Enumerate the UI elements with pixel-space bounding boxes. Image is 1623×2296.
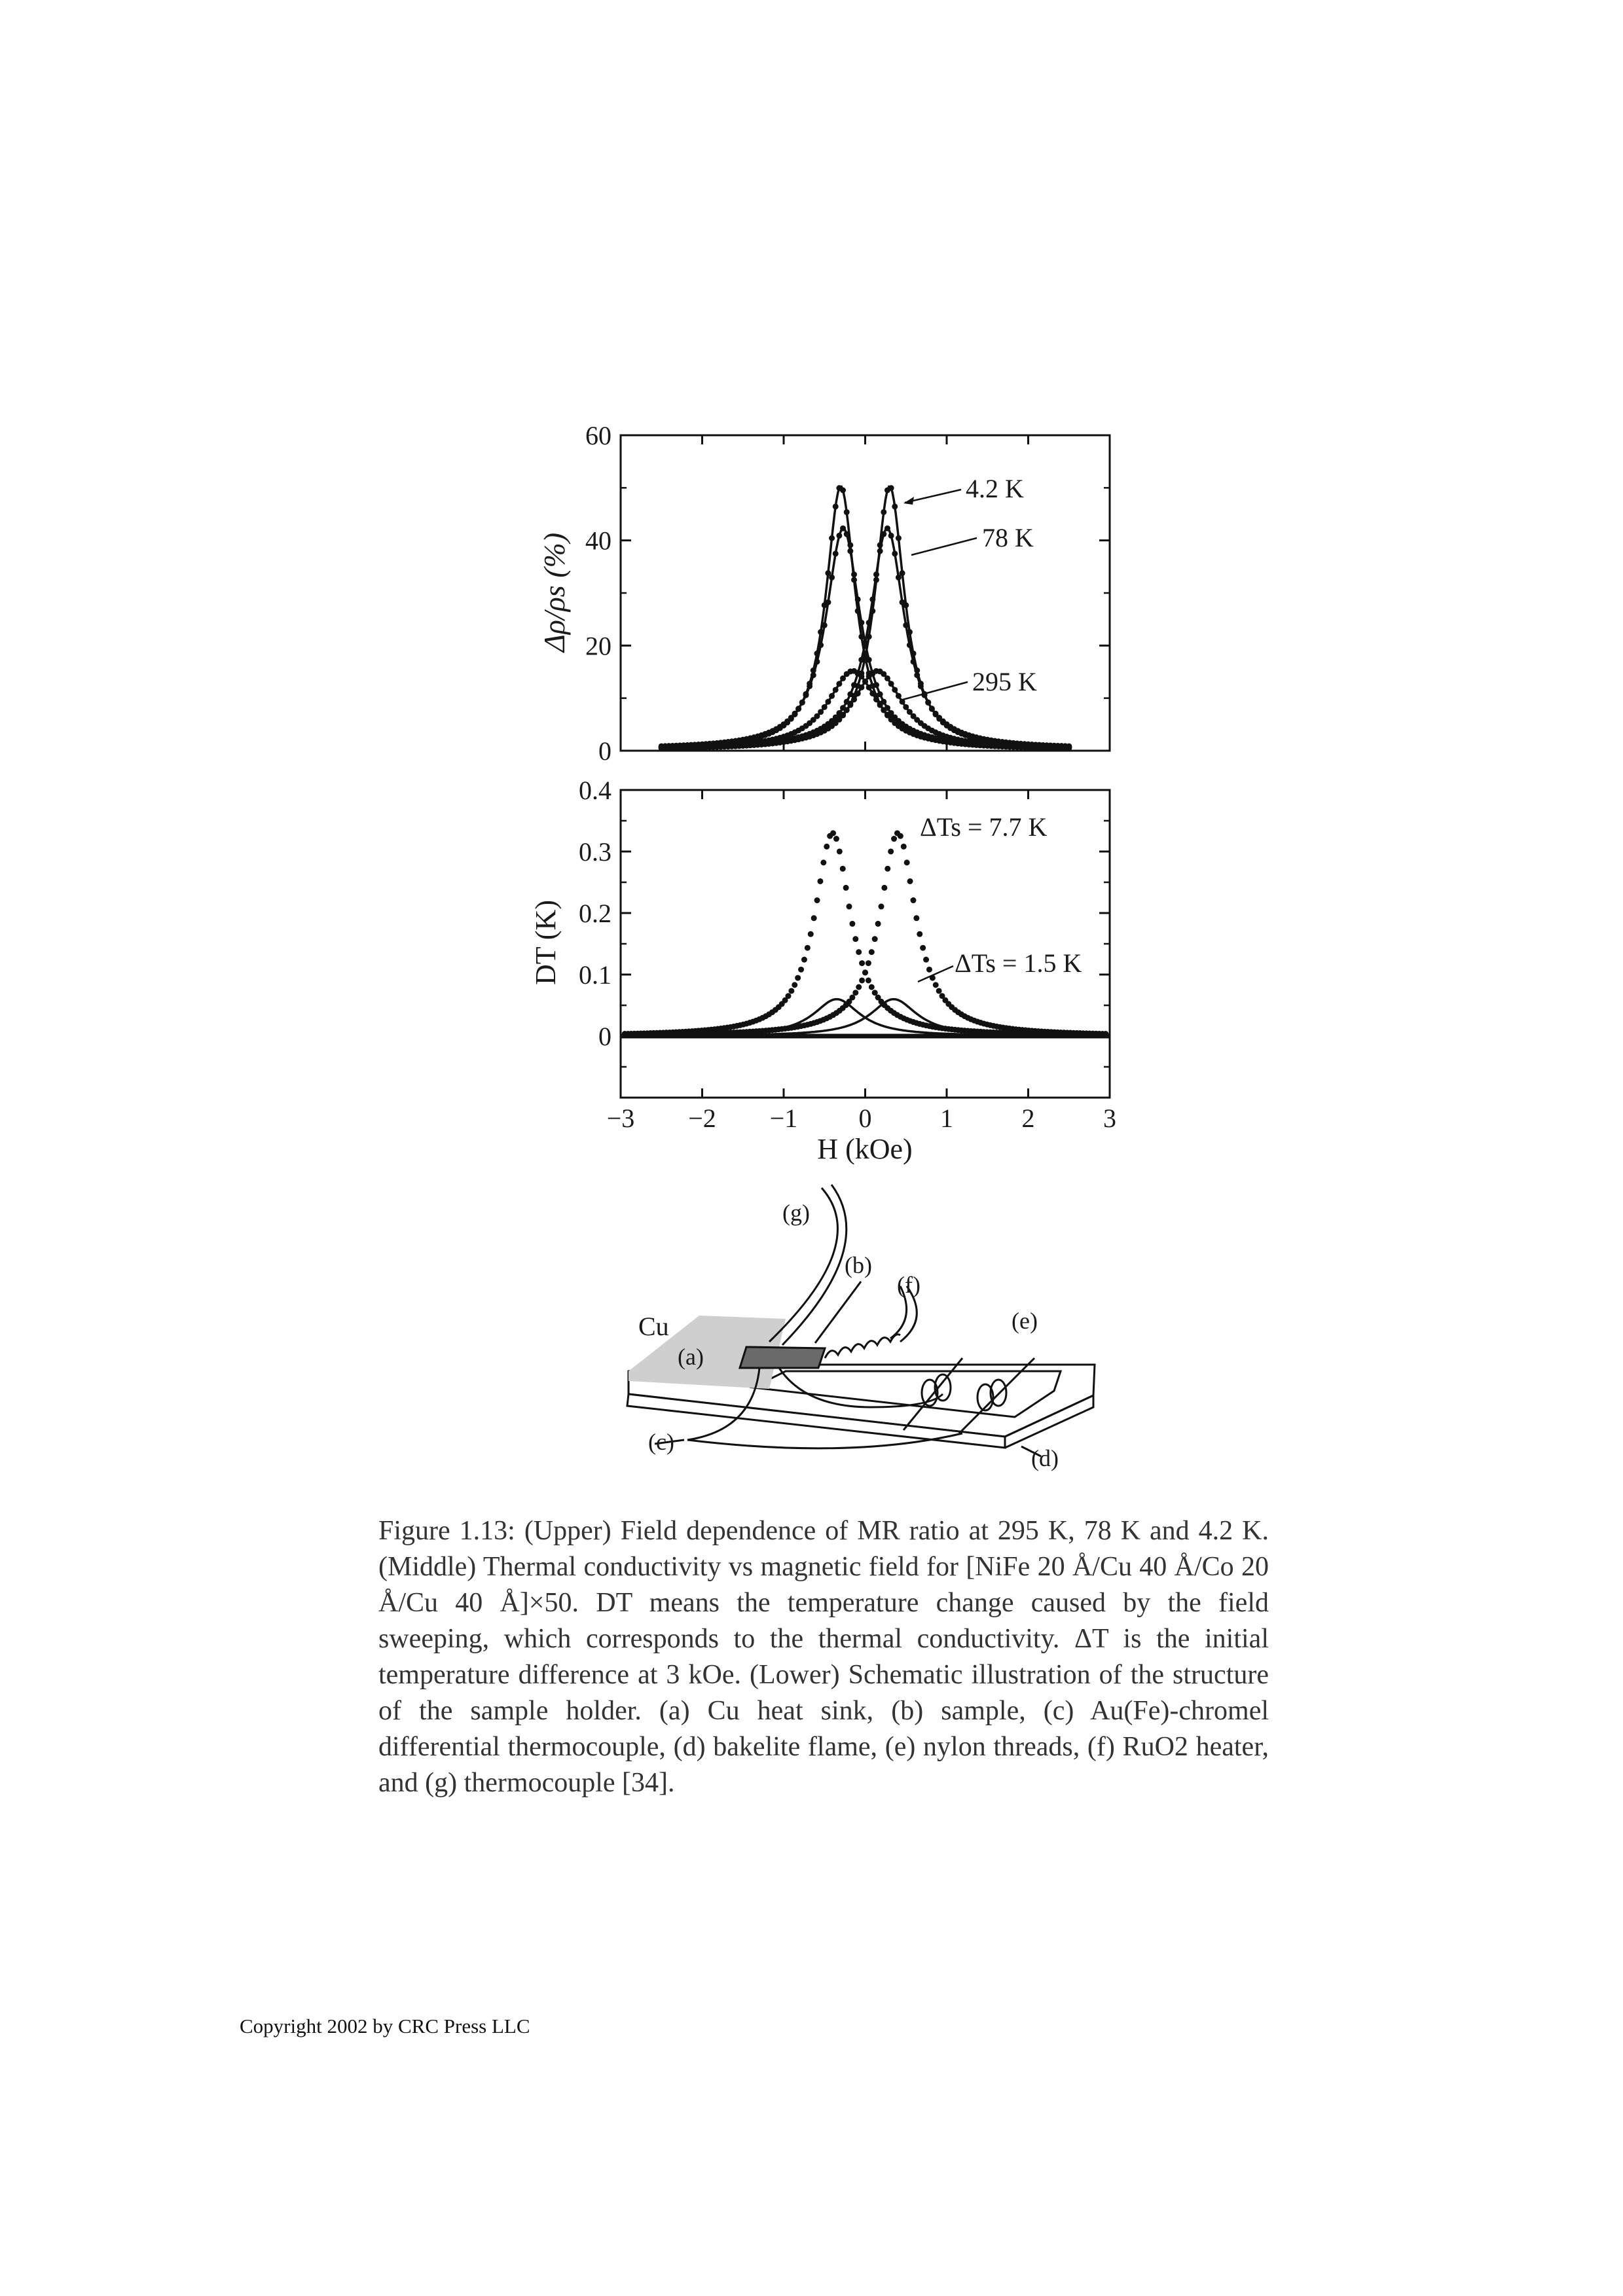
data-point bbox=[847, 904, 852, 910]
data-point bbox=[840, 488, 846, 493]
data-point bbox=[844, 509, 850, 515]
data-point bbox=[888, 533, 894, 539]
annotation-295k-leader bbox=[900, 682, 968, 700]
ruo2-heater bbox=[825, 1335, 900, 1358]
data-point bbox=[898, 833, 903, 839]
data-point bbox=[923, 957, 929, 963]
data-point bbox=[926, 967, 932, 973]
y-tick-label: 60 bbox=[585, 421, 611, 450]
x-tick-label: −2 bbox=[688, 1103, 716, 1133]
data-point bbox=[888, 681, 894, 687]
data-point bbox=[849, 921, 855, 927]
figure-caption: Figure 1.13: (Upper) Field dependence of MR ratio at 295 K, 78 K and 4.2 K. (Middle) Thermal conductivity vs magnetic field for [NiFe 20 Å/Cu 40 Å/Co 20 Å/Cu 40 Å]×50. DT means the temperature change caused by the field sweeping, which corresponds to the thermal conductivity. ΔT is the initial temperature difference at 3 kOe. (Lower) Schematic illustration of the structure of the sample holder. (a) Cu heat sink, (b) sample, (c) Au(Fe)-chromel differential thermocouple, (d) bakelite flame, (e) nylon threads, (f) RuO2 heater, and (g) thermocouple [34]. bbox=[378, 1516, 1269, 1798]
data-point bbox=[799, 700, 805, 706]
data-point bbox=[788, 988, 794, 994]
label-c: (c) bbox=[648, 1429, 674, 1455]
data-point bbox=[817, 878, 823, 884]
data-point bbox=[1066, 745, 1072, 751]
data-point bbox=[878, 904, 884, 910]
data-point bbox=[907, 878, 913, 884]
data-point bbox=[795, 706, 801, 711]
data-point bbox=[856, 949, 862, 955]
x-tick-label: 1 bbox=[940, 1103, 953, 1133]
y-tick-label: 20 bbox=[585, 631, 611, 661]
data-point bbox=[795, 975, 801, 981]
data-point bbox=[862, 640, 868, 646]
data-point bbox=[866, 620, 872, 626]
data-point bbox=[866, 977, 871, 983]
data-point bbox=[837, 848, 843, 854]
data-point bbox=[877, 702, 883, 708]
data-point bbox=[798, 967, 804, 973]
data-point bbox=[847, 548, 853, 554]
data-point bbox=[847, 702, 853, 708]
data-point bbox=[881, 509, 886, 515]
data-point bbox=[855, 596, 861, 602]
data-point bbox=[904, 859, 910, 865]
x-axis-label: H (kOe) bbox=[817, 1133, 913, 1165]
data-point bbox=[920, 945, 926, 951]
annotation-78k: 78 K bbox=[982, 523, 1034, 552]
data-point bbox=[896, 575, 902, 581]
data-point bbox=[862, 969, 868, 975]
x-tick-label: −3 bbox=[606, 1103, 635, 1133]
annotation-78k-leader bbox=[911, 538, 977, 555]
data-point bbox=[892, 550, 898, 556]
y-tick-label: 0.3 bbox=[579, 837, 611, 867]
annotation-1-5k: ΔTs = 1.5 K bbox=[955, 948, 1082, 978]
data-point bbox=[833, 687, 839, 692]
data-point bbox=[884, 526, 890, 531]
data-point bbox=[830, 830, 836, 836]
data-point bbox=[856, 984, 862, 990]
data-point bbox=[866, 685, 872, 691]
data-point bbox=[881, 885, 887, 891]
data-point bbox=[833, 836, 839, 842]
data-point bbox=[792, 982, 797, 988]
data-point bbox=[820, 859, 826, 865]
data-point bbox=[869, 691, 875, 696]
y-tick-label: 40 bbox=[585, 526, 611, 556]
data-point bbox=[907, 642, 913, 648]
data-point bbox=[911, 658, 917, 664]
data-point bbox=[872, 936, 878, 942]
data-point bbox=[818, 709, 824, 715]
data-point bbox=[844, 707, 850, 713]
data-point bbox=[896, 535, 902, 541]
data-point bbox=[910, 897, 916, 903]
data-point bbox=[855, 691, 861, 696]
data-point bbox=[852, 936, 858, 942]
middle-y-axis-label: DT (K) bbox=[530, 900, 562, 985]
label-b-pointer bbox=[815, 1282, 861, 1343]
data-point bbox=[805, 945, 811, 951]
data-point bbox=[811, 672, 816, 678]
data-point bbox=[833, 550, 839, 556]
data-point bbox=[877, 691, 883, 697]
data-point bbox=[840, 526, 846, 531]
data-point bbox=[884, 866, 890, 872]
data-point bbox=[933, 982, 939, 988]
data-point bbox=[859, 960, 865, 966]
data-point bbox=[851, 682, 857, 688]
data-point bbox=[903, 704, 909, 710]
data-point bbox=[869, 949, 875, 955]
data-point bbox=[829, 575, 835, 581]
data-point bbox=[801, 957, 807, 963]
data-point bbox=[852, 990, 858, 996]
y-tick-label: 0.4 bbox=[579, 776, 611, 805]
data-point bbox=[847, 691, 853, 697]
y-tick-label: 0.1 bbox=[579, 960, 611, 990]
data-point bbox=[849, 995, 855, 1001]
data-point bbox=[814, 897, 820, 903]
data-point bbox=[836, 533, 842, 539]
data-point bbox=[858, 657, 864, 663]
data-point bbox=[858, 685, 864, 691]
data-point bbox=[807, 683, 812, 689]
data-point bbox=[900, 600, 905, 605]
y-tick-label: 0.2 bbox=[579, 899, 611, 928]
x-tick-label: 0 bbox=[858, 1103, 872, 1133]
label-b: (b) bbox=[845, 1252, 872, 1278]
x-tick-label: −1 bbox=[769, 1103, 798, 1133]
data-point bbox=[858, 673, 864, 679]
data-point bbox=[873, 696, 879, 702]
data-point bbox=[836, 681, 842, 687]
data-point bbox=[869, 596, 875, 602]
annotation-4-2k: 4.2 K bbox=[966, 474, 1024, 503]
data-point bbox=[818, 642, 824, 648]
data-point bbox=[822, 704, 828, 710]
data-point bbox=[875, 921, 881, 927]
data-point bbox=[892, 687, 898, 692]
data-point bbox=[844, 531, 850, 537]
annotation-295k: 295 K bbox=[972, 667, 1037, 696]
series-line bbox=[661, 528, 1069, 747]
data-point bbox=[829, 693, 835, 699]
label-d: (d) bbox=[1031, 1445, 1059, 1471]
data-point bbox=[936, 988, 942, 994]
label-g: (g) bbox=[782, 1200, 810, 1226]
data-point bbox=[851, 571, 857, 577]
data-point bbox=[843, 885, 849, 891]
data-point bbox=[811, 915, 817, 921]
data-point bbox=[903, 622, 909, 628]
data-point bbox=[859, 977, 865, 983]
data-point bbox=[866, 960, 871, 966]
data-point bbox=[840, 866, 846, 872]
data-point bbox=[862, 679, 868, 685]
copyright-footer: Copyright 2002 by CRC Press LLC bbox=[240, 2015, 530, 2037]
data-point bbox=[917, 931, 922, 937]
data-point bbox=[891, 836, 897, 842]
data-point bbox=[808, 931, 814, 937]
data-point bbox=[884, 675, 890, 681]
sample bbox=[740, 1347, 825, 1368]
data-point bbox=[824, 844, 830, 850]
data-point bbox=[803, 692, 809, 698]
data-point bbox=[873, 571, 879, 577]
data-point bbox=[873, 682, 879, 688]
data-point bbox=[858, 620, 864, 626]
x-tick-label: 2 bbox=[1021, 1103, 1035, 1133]
y-tick-label: 0 bbox=[598, 736, 611, 766]
data-point bbox=[825, 600, 831, 605]
annotation-4-2k-arrowhead bbox=[903, 497, 914, 505]
data-point bbox=[866, 657, 872, 663]
data-point bbox=[851, 696, 857, 702]
y-tick-label: 0 bbox=[598, 1022, 611, 1051]
label-f: (f) bbox=[897, 1272, 921, 1298]
data-point bbox=[914, 672, 920, 678]
data-point bbox=[892, 503, 898, 509]
data-point bbox=[901, 844, 907, 850]
data-point bbox=[869, 984, 875, 990]
data-point bbox=[833, 503, 839, 509]
data-point bbox=[881, 531, 886, 537]
data-point bbox=[822, 622, 828, 628]
data-point bbox=[929, 706, 935, 711]
data-point bbox=[785, 993, 791, 999]
data-point bbox=[872, 990, 878, 996]
label-cu: Cu bbox=[638, 1312, 669, 1341]
data-point bbox=[918, 683, 924, 689]
data-point bbox=[888, 485, 894, 491]
data-point bbox=[925, 700, 931, 706]
label-a: (a) bbox=[678, 1344, 704, 1370]
x-tick-label: 3 bbox=[1103, 1103, 1116, 1133]
data-point bbox=[792, 711, 797, 717]
data-point bbox=[825, 699, 831, 705]
data-point bbox=[888, 848, 894, 854]
data-point bbox=[814, 658, 820, 664]
data-point bbox=[877, 548, 883, 554]
axis-ticks bbox=[621, 435, 1110, 1098]
annotation-1-5k-leader bbox=[918, 966, 953, 982]
upper-panel-frame bbox=[621, 435, 1110, 751]
label-e: (e) bbox=[1012, 1308, 1038, 1334]
annotation-7-7k: ΔTs = 7.7 K bbox=[920, 812, 1048, 842]
data-point bbox=[896, 693, 902, 699]
data-point bbox=[913, 915, 919, 921]
upper-y-axis-label: Δρ/ρs (%) bbox=[538, 532, 571, 653]
data-point bbox=[829, 535, 835, 541]
